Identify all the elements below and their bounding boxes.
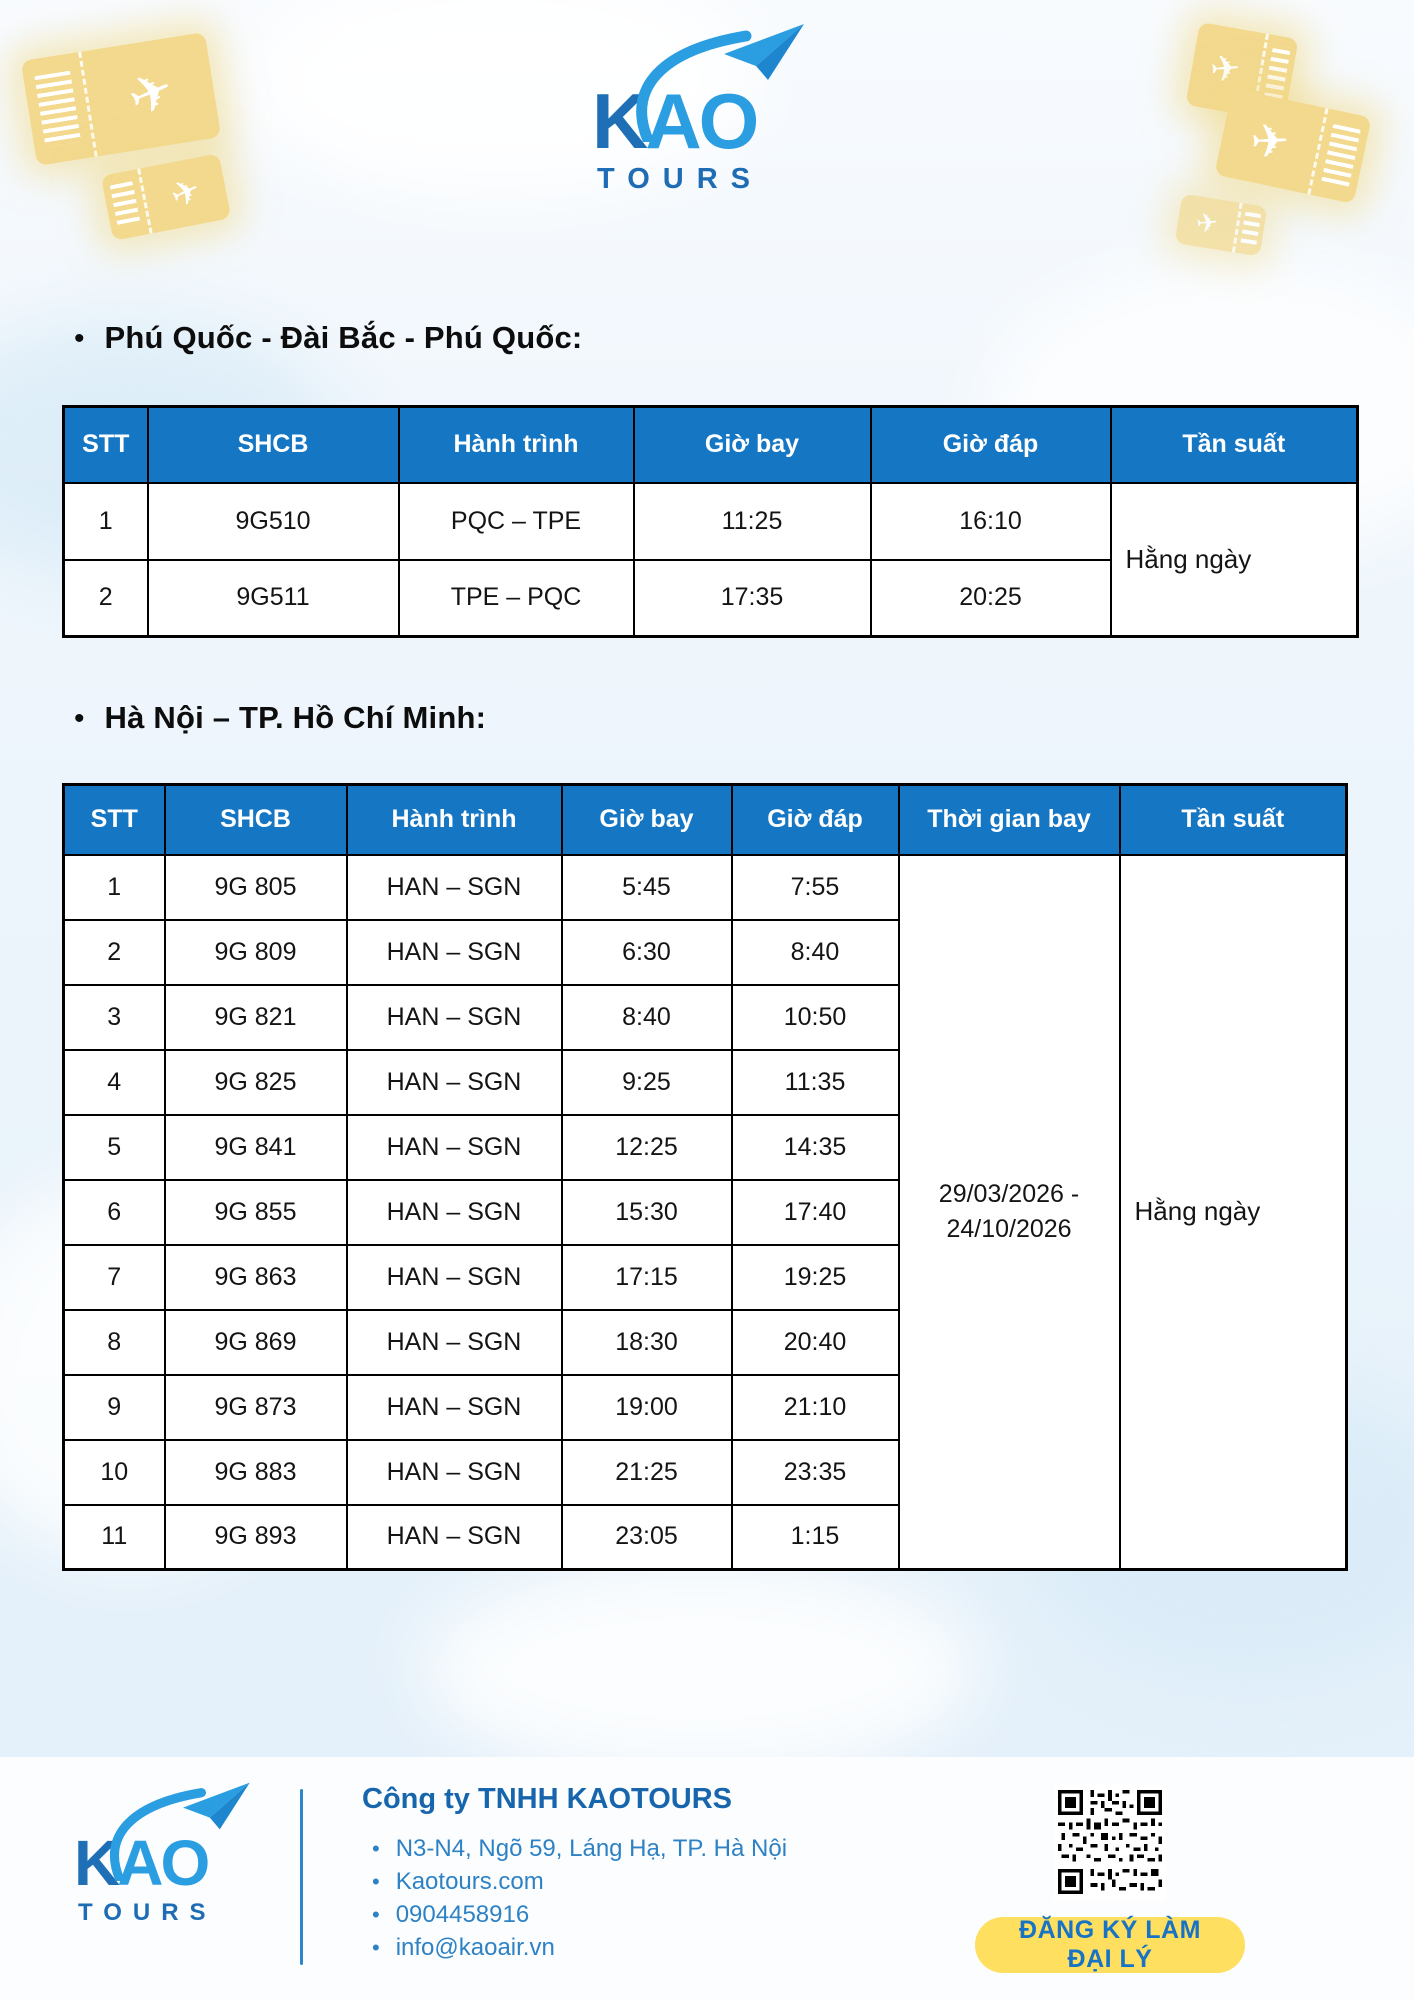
- list-item-website: [362, 1865, 787, 1898]
- stt-cell: 9: [64, 1375, 165, 1440]
- period-cell: [899, 855, 1120, 1570]
- flight-number-cell: 9G 841: [165, 1115, 347, 1180]
- logo-tours-text: TOURS: [597, 163, 763, 195]
- arrival-cell: 7:55: [732, 855, 899, 920]
- flight-number-cell: 9G 893: [165, 1505, 347, 1570]
- airplane-icon: ✈: [164, 169, 207, 217]
- bullet-dot: •: [372, 1836, 380, 1861]
- route-cell: HAN – SGN: [347, 1505, 562, 1570]
- barcode: [1241, 212, 1262, 248]
- flight-number-cell: 9G511: [148, 560, 399, 637]
- period-line-1: 29/03/2026 -: [938, 1179, 1080, 1208]
- register-agent-button[interactable]: ĐĂNG KÝ LÀM ĐẠI LÝ: [975, 1917, 1245, 1973]
- departure-cell: 15:30: [562, 1180, 732, 1245]
- airplane-icon: ✈: [1249, 114, 1291, 168]
- bullet-dot: •: [372, 1935, 380, 1960]
- route-cell: HAN – SGN: [347, 1375, 562, 1440]
- col-header-stt: STT: [64, 407, 148, 483]
- section-heading-phu-quoc: [62, 320, 582, 356]
- company-name: Công ty TNHH KAOTOURS: [362, 1783, 733, 1815]
- stt-cell: 6: [64, 1180, 165, 1245]
- bullet-dot: •: [74, 322, 85, 355]
- col-header-shcb: SHCB: [165, 785, 347, 855]
- list-item-phone: [362, 1898, 787, 1931]
- section-heading-hanoi-hcmc: [62, 700, 486, 736]
- col-header-departure: Giờ bay: [562, 785, 732, 855]
- flight-number-cell: 9G 869: [165, 1310, 347, 1375]
- footer: [0, 1757, 1414, 2000]
- route-cell: HAN – SGN: [347, 1310, 562, 1375]
- bullet-dot: •: [74, 702, 85, 735]
- list-item-address: [362, 1832, 787, 1865]
- stt-cell: 1: [64, 855, 165, 920]
- bullet-dot: •: [372, 1902, 380, 1927]
- route-cell: HAN – SGN: [347, 985, 562, 1050]
- section-title: Hà Nội – TP. Hồ Chí Minh:: [104, 700, 487, 735]
- flight-number-cell: 9G510: [148, 483, 399, 560]
- route-cell: HAN – SGN: [347, 1180, 562, 1245]
- table-header-row: [64, 407, 1358, 483]
- company-address: N3-N4, Ngõ 59, Láng Hạ, TP. Hà Nội: [395, 1835, 788, 1862]
- col-header-arrival: Giờ đáp: [871, 407, 1111, 483]
- arrival-cell: 23:35: [732, 1440, 899, 1505]
- arrival-cell: 20:25: [871, 560, 1111, 637]
- col-header-period: Thời gian bay: [899, 785, 1120, 855]
- departure-cell: 5:45: [562, 855, 732, 920]
- stt-cell: 7: [64, 1245, 165, 1310]
- col-header-route: Hành trình: [399, 407, 634, 483]
- stt-cell: 8: [64, 1310, 165, 1375]
- col-header-stt: STT: [64, 785, 165, 855]
- col-header-frequency: Tần suất: [1111, 407, 1358, 483]
- barcode: [110, 181, 141, 229]
- arrival-cell: 19:25: [732, 1245, 899, 1310]
- col-header-departure: Giờ bay: [634, 407, 871, 483]
- arrival-cell: 11:35: [732, 1050, 899, 1115]
- table-row: [64, 483, 1358, 560]
- arrival-cell: 16:10: [871, 483, 1111, 560]
- departure-cell: 21:25: [562, 1440, 732, 1505]
- header: [0, 30, 1414, 195]
- table-row: [64, 855, 1347, 920]
- period-line-2: 24/10/2026: [946, 1214, 1072, 1243]
- stt-cell: 10: [64, 1440, 165, 1505]
- footer-divider: [300, 1789, 303, 1965]
- arrival-cell: 20:40: [732, 1310, 899, 1375]
- stt-cell: 3: [64, 985, 165, 1050]
- arrival-cell: 21:10: [732, 1375, 899, 1440]
- route-cell: PQC – TPE: [399, 483, 634, 560]
- departure-cell: 12:25: [562, 1115, 732, 1180]
- departure-cell: 19:00: [562, 1375, 732, 1440]
- departure-cell: 6:30: [562, 920, 732, 985]
- stt-cell: 5: [64, 1115, 165, 1180]
- frequency-cell: Hằng ngày: [1120, 855, 1347, 1570]
- flight-number-cell: 9G 863: [165, 1245, 347, 1310]
- frequency-cell: Hằng ngày: [1111, 483, 1358, 637]
- company-phone: 0904458916: [395, 1901, 530, 1928]
- ticket-decoration: [1175, 194, 1268, 257]
- stt-cell: 11: [64, 1505, 165, 1570]
- route-cell: HAN – SGN: [347, 1440, 562, 1505]
- stt-cell: 2: [64, 560, 148, 637]
- arrival-cell: 14:35: [732, 1115, 899, 1180]
- departure-cell: 17:35: [634, 560, 871, 637]
- arrival-cell: 1:15: [732, 1505, 899, 1570]
- kao-tours-logo: [74, 1787, 244, 1927]
- kao-tours-logo: [592, 30, 822, 195]
- bullet-dot: •: [372, 1869, 380, 1894]
- col-header-route: Hành trình: [347, 785, 562, 855]
- flight-number-cell: 9G 805: [165, 855, 347, 920]
- col-header-arrival: Giờ đáp: [732, 785, 899, 855]
- airplane-icon: ✈: [1209, 47, 1243, 91]
- logo-kao-text: KAO: [592, 77, 757, 165]
- route-cell: HAN – SGN: [347, 1115, 562, 1180]
- route-cell: HAN – SGN: [347, 920, 562, 985]
- footer-right: [975, 1783, 1245, 1973]
- flight-number-cell: 9G 821: [165, 985, 347, 1050]
- route-cell: HAN – SGN: [347, 855, 562, 920]
- arrival-cell: 8:40: [732, 920, 899, 985]
- company-website: Kaotours.com: [395, 1868, 544, 1895]
- route-cell: HAN – SGN: [347, 1050, 562, 1115]
- departure-cell: 8:40: [562, 985, 732, 1050]
- departure-cell: 11:25: [634, 483, 871, 560]
- section-title: Phú Quốc - Đài Bắc - Phú Quốc:: [104, 320, 583, 355]
- company-email: info@kaoair.vn: [395, 1934, 555, 1961]
- flight-table-hanoi-hcmc: [62, 783, 1348, 1571]
- logo-kao-text: KAO: [74, 1827, 208, 1899]
- table-header-row: [64, 785, 1347, 855]
- flight-table-phu-quoc-taipei: [62, 405, 1359, 638]
- arrival-cell: 17:40: [732, 1180, 899, 1245]
- flight-number-cell: 9G 883: [165, 1440, 347, 1505]
- departure-cell: 18:30: [562, 1310, 732, 1375]
- arrival-cell: 10:50: [732, 985, 899, 1050]
- list-item-email: [362, 1931, 787, 1964]
- flight-number-cell: 9G 873: [165, 1375, 347, 1440]
- qr-code[interactable]: [1054, 1783, 1166, 1901]
- col-header-shcb: SHCB: [148, 407, 399, 483]
- col-header-frequency: Tần suất: [1120, 785, 1347, 855]
- flight-number-cell: 9G 825: [165, 1050, 347, 1115]
- departure-cell: 23:05: [562, 1505, 732, 1570]
- cloud-decoration: [420, 1560, 980, 1780]
- departure-cell: 9:25: [562, 1050, 732, 1115]
- company-info: [362, 1783, 787, 1964]
- flight-number-cell: 9G 855: [165, 1180, 347, 1245]
- airplane-icon: ✈: [1194, 206, 1220, 239]
- route-cell: TPE – PQC: [399, 560, 634, 637]
- stt-cell: 2: [64, 920, 165, 985]
- flight-number-cell: 9G 809: [165, 920, 347, 985]
- route-cell: HAN – SGN: [347, 1245, 562, 1310]
- airplane-icon: ✈: [119, 58, 183, 130]
- logo-tours-text: TOURS: [78, 1899, 217, 1926]
- stt-cell: 4: [64, 1050, 165, 1115]
- qr-code-image: [1058, 1787, 1162, 1897]
- departure-cell: 17:15: [562, 1245, 732, 1310]
- stt-cell: 1: [64, 483, 148, 560]
